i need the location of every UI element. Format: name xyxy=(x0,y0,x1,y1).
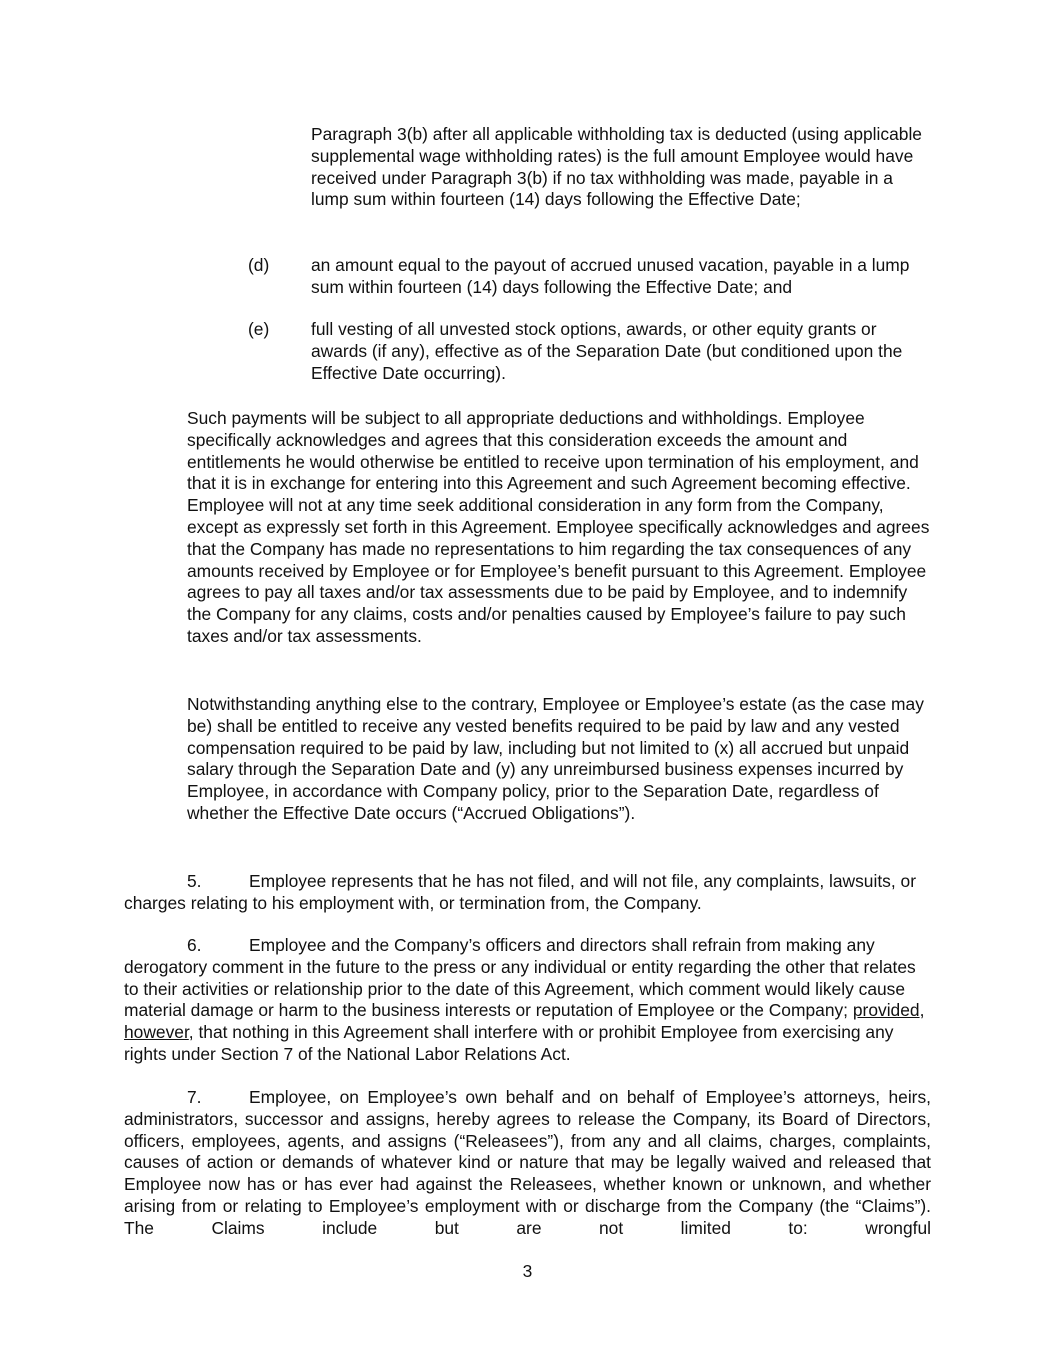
however-term: however xyxy=(124,1022,189,1043)
item-d-text: an amount equal to the payout of accrued unused vacation, payable in a lump sum within fourteen (14) days following the Effective Date; and xyxy=(311,255,910,297)
continuation-paragraph: Paragraph 3(b) after all applicable withholding tax is deducted (using applicable supplemental wage withholding rates) is the full amount Employee would have received under Paragraph 3(b) if no tax withholding was made, payable in a lump sum within fourteen (14) days following the Effective Date; xyxy=(311,124,922,210)
item-e-marker: (e) xyxy=(248,319,270,339)
item-d-marker: (d) xyxy=(248,255,270,275)
section-6: 6. Employee and the Company’s officers and directors shall refrain from making any derogatory comment in the future to the press or any individual or entity regarding the other that relates to their activities or relationship prior to the date of this Agreement, which comment would likely cause material damage or harm to the business interests or reputation of Employee or the Company; provided, however, that nothing in this Agreement shall interfere with or prohibit Employee from exercising any rights under Section 7 of the National Labor Relations Act. xyxy=(124,935,925,1064)
provided-term: provided xyxy=(852,1000,920,1021)
section-6-number: 6. xyxy=(187,935,202,955)
section-7: 7. Employee, on Employee’s own behalf and on behalf of Employee’s attorneys, heirs, administrators, successor and assigns, hereby agrees to release the Company, its Board of Directors, officers, employees, agents, and assigns (“Releasees”), from any and all claims, charges, complaints, causes of action or demands of whatever kind or nature that may be legally waived and released that Employee now has or has ever had against the Releasees, whether known or unknown, and whether arising from or relating to Employee’s employment with or discharge from the Company (the “Claims”). The Claims include but are not limited to: wrongful xyxy=(124,1087,931,1238)
notwithstanding-paragraph: Notwithstanding anything else to the contrary, Employee or Employee’s estate (as the case may be) shall be entitled to receive any vested benefits required to be paid by law and any vested compensation required to be paid by law, including but not limited to (x) all accrued but unpaid salary through the Separation Date and (y) any unreimbursed business expenses incurred by Employee, in accordance with Company policy, prior to the Separation Date, regardless of whether the Effective Date occurs (“Accrued Obligations”). xyxy=(187,694,924,823)
item-e-text: full vesting of all unvested stock options, awards, or other equity grants or awards (if any), effective as of the Separation Date (but conditioned upon the Effective Date occurring). xyxy=(311,319,903,383)
section-5-number: 5. xyxy=(187,871,202,891)
page-number: 3 xyxy=(522,1261,533,1281)
payments-paragraph: Such payments will be subject to all appropriate deductions and withholdings. Employee specifically acknowledges and agrees that this consideration exceeds the amount and entitlements he would otherwise be entitled to receive upon termination of his employment, and that it is in exchange for entering into this Agreement and such Agreement becoming effective. Employee will not at any time seek additional consideration in any form from the Company, except as expressly set forth in this Agreement. Employee specifically acknowledges and agrees that the Company has made no representations to him regarding the tax consequences of any amounts received by Employee or for Employee’s benefit pursuant to this Agreement. Employee agrees to pay all taxes and/or tax assessments due to be paid by Employee, and to indemnify the Company for any claims, costs and/or penalties caused by Employee’s failure to pay such taxes and/or tax assessments. xyxy=(187,408,930,646)
section-5: 5. Employee represents that he has not filed, and will not file, any complaints, lawsuits, or charges relating to his employment with, or termination from, the Company. xyxy=(124,871,916,913)
section-7-number: 7. xyxy=(187,1087,202,1107)
